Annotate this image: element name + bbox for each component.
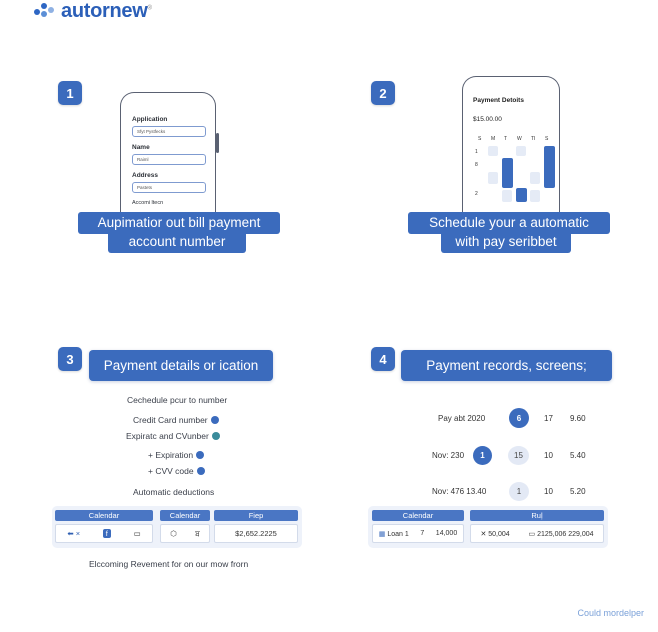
rul-value-1[interactable]: ✕ 50,004 xyxy=(480,530,510,538)
arrow-icon xyxy=(211,416,219,424)
row-label: 2 xyxy=(475,191,478,197)
record-row-2-col3: 5.40 xyxy=(570,451,586,460)
loan-field[interactable] xyxy=(379,530,409,538)
day-label: S xyxy=(545,136,549,142)
step-2-number: 2 xyxy=(371,81,395,105)
record-row-3-label: Nov: 476 13.40 xyxy=(432,487,487,496)
expiration-cvv-item[interactable] xyxy=(126,431,220,441)
record-row-3-col3: 5.20 xyxy=(570,487,586,496)
step-3-footer: Elccoming Revement for on our mow frorn xyxy=(89,559,249,569)
record-row-3-badge[interactable]: 1 xyxy=(509,482,529,501)
fiep-header: Fiep xyxy=(214,510,298,521)
calendar-cell[interactable] xyxy=(530,172,540,184)
payment-details-title: Payment Detoits xyxy=(473,97,524,104)
cvv-label: + CVV code xyxy=(148,466,194,476)
record-row-1-col3: 9.60 xyxy=(570,414,586,423)
day-label: M xyxy=(491,136,496,142)
loan-count[interactable]: 7 xyxy=(420,530,425,537)
calendar-header: Calendar xyxy=(55,510,153,521)
step-2-caption-line-2: with pay seribbet xyxy=(441,231,571,253)
phone-side-button xyxy=(216,133,219,153)
step-4-number: 4 xyxy=(371,347,395,371)
step-3-number: 3 xyxy=(58,347,82,371)
cvv-item[interactable] xyxy=(148,466,205,476)
address-label: Address xyxy=(132,172,159,179)
calendar-cell-selected[interactable] xyxy=(502,158,513,188)
day-label: W xyxy=(517,136,522,142)
calendar-cell[interactable] xyxy=(502,190,512,202)
step-2-caption-line-1: Schedule your a automatic xyxy=(408,212,610,234)
calendar-cell[interactable] xyxy=(530,190,540,202)
record-row-2-label: Nov: 230 xyxy=(432,451,465,460)
record-row-1-label: Pay abt 2020 xyxy=(438,414,486,423)
f-control[interactable]: f xyxy=(103,529,111,538)
account-label: Accomi ltecn xyxy=(132,200,164,206)
credit-card-label: Credit Card number xyxy=(133,415,208,425)
calendar-controls xyxy=(55,524,153,543)
rul-value-2-label: 2125,006 229,004 xyxy=(537,530,594,538)
application-input[interactable]: Sfyt Pystfecks xyxy=(132,126,206,137)
record-row-1-badge[interactable]: 6 xyxy=(509,408,529,428)
calendar-header-2: Calendar xyxy=(160,510,210,521)
step-1-caption-line-1: Aupimatior out bill payment xyxy=(78,212,280,234)
payment-amount: $15.00.00 xyxy=(473,116,502,123)
name-input[interactable]: Raiml xyxy=(132,154,206,165)
automatic-deductions-line: Automatic deductions xyxy=(133,487,215,497)
calendar-cell[interactable] xyxy=(488,146,498,156)
brand-logo xyxy=(34,0,152,23)
day-label: TI xyxy=(531,136,536,142)
schedule-line: Cechedule pcur to number xyxy=(127,395,228,405)
record-row-3-col2: 10 xyxy=(544,487,553,496)
calendar-cell[interactable] xyxy=(488,172,498,184)
day-label: S xyxy=(478,136,482,142)
step-1-caption-line-2: account number xyxy=(108,231,246,253)
step-2-phone xyxy=(462,76,560,212)
card-control[interactable]: ▭ xyxy=(133,529,141,538)
row-label: 1 xyxy=(475,149,478,155)
brand-name: autornew® xyxy=(61,0,152,22)
card-icon: ▭ xyxy=(528,530,538,538)
record-row-2-col2[interactable]: 15 xyxy=(508,446,529,465)
credit-card-item[interactable] xyxy=(133,415,219,425)
rul-value-2[interactable] xyxy=(529,530,594,538)
expiration-label: + Expiration xyxy=(148,450,194,460)
record-row-2-col2b: 10 xyxy=(544,451,553,460)
calendar-cell[interactable] xyxy=(516,146,526,156)
step-1-phone xyxy=(120,92,216,212)
step-3-title: Payment details or ication xyxy=(89,350,273,381)
address-input[interactable]: Pastets xyxy=(132,182,206,193)
footer-link[interactable]: Could mordelper xyxy=(577,608,644,618)
hex-control[interactable]: ⬡ xyxy=(170,529,177,538)
fiep-amount[interactable]: $2,652.2225 xyxy=(214,524,298,543)
loan-amount[interactable]: 14,000 xyxy=(435,530,458,537)
calendar-controls-2 xyxy=(160,524,210,543)
expiration-cvv-label: Expiratc and CVunber xyxy=(126,431,209,441)
record-row-2-badge[interactable]: 1 xyxy=(473,446,492,465)
glyph-control[interactable]: ਬ xyxy=(195,528,200,538)
record-row-1-col2: 17 xyxy=(544,414,553,423)
arrow-icon xyxy=(197,467,205,475)
loan-label: Loan 1 xyxy=(387,530,409,538)
step-4-title: Payment records, screens; xyxy=(401,350,612,381)
step-1-number: 1 xyxy=(58,81,82,105)
calendar-icon: ▦ xyxy=(378,530,388,538)
loan-controls xyxy=(372,524,464,543)
expiration-item[interactable] xyxy=(148,450,204,460)
day-label: T xyxy=(504,136,508,142)
rul-controls xyxy=(470,524,604,543)
name-label: Name xyxy=(132,144,150,151)
calendar-cell-selected[interactable] xyxy=(544,146,555,188)
row-label: 8 xyxy=(475,162,478,168)
back-control[interactable]: ⬅ × xyxy=(67,529,81,538)
logo-mark-icon xyxy=(34,3,56,21)
calendar-cell-selected[interactable] xyxy=(516,188,527,202)
arrow-icon xyxy=(196,451,204,459)
step-4-rul-header: Ruļ xyxy=(470,510,604,521)
application-label: Application xyxy=(132,116,168,123)
check-icon xyxy=(212,432,220,440)
step-4-calendar-header: Calendar xyxy=(372,510,464,521)
